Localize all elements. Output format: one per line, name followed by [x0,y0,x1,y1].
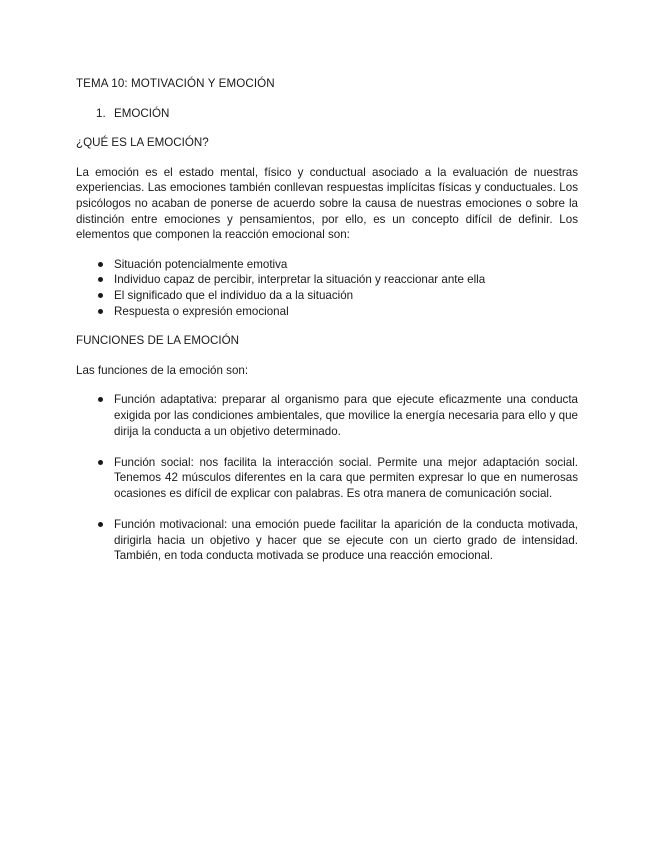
bullet-icon [98,522,103,527]
bullet-icon [98,262,103,267]
list-item-text: Respuesta o expresión emocional [114,304,289,318]
intro-paragraph: La emoción es el estado mental, físico y conductual asociado a la evaluación de nuestras experiencias. Las emociones también conllevan respuestas implícitas físicas y conductuales. Los psicólogos no acaban de ponerse de acuerdo sobre la causa de nuestras emociones o sobre la distinción entre emociones y pensamientos, por ello, es un concepto difícil de definir. Los elementos que componen la reacción emocional son: [76,165,578,242]
bullet-icon [98,293,103,298]
list-item-text: Individuo capaz de percibir, interpretar la situación y reaccionar ante ella [114,273,486,287]
section-label: EMOCIÓN [114,106,170,120]
list-item [98,392,578,439]
list-item [98,304,578,320]
list-item-text: Función social: nos facilita la interacción social. Permite una mejor adaptación social. Tenemos 42 músculos diferentes en la cara que permiten expresar lo que en numerosas ocasiones es difícil de explicar con palabras. Es otra manera de comunicación social. [114,455,578,500]
elements-list [76,257,578,319]
document-content [76,76,578,578]
bullet-icon [98,460,103,465]
list-item [98,517,578,564]
functions-list [76,392,578,564]
bullet-icon [98,397,103,402]
functions-heading: FUNCIONES DE LA EMOCIÓN [76,334,239,348]
list-item-text: Función motivacional: una emoción puede facilitar la aparición de la conducta motivada, dirigirla hacia un objetivo y hacer que se ejecute con un cierto grado de intensidad. También, en toda conducta motivada se produce una reacción emocional. [114,518,578,563]
list-item-text: Función adaptativa: preparar al organismo para que ejecute eficazmente una conducta exigida por las condiciones ambientales, que movilice la energía necesaria para ello y que dirija la conducta a un objetivo determinado. [114,393,578,438]
document-title: TEMA 10: MOTIVACIÓN Y EMOCIÓN [76,77,275,90]
question-heading: ¿QUÉ ES LA EMOCIÓN? [76,136,209,150]
bullet-icon [98,309,103,314]
list-item [98,455,578,502]
list-item-text: El significado que el individuo da a la situación [114,288,354,302]
list-item [98,288,578,304]
functions-intro: Las funciones de la emoción son: [76,363,249,377]
list-item [98,272,578,288]
list-item-text: Situación potencialmente emotiva [114,257,288,271]
bullet-icon [98,277,103,282]
section-number: 1. [96,106,106,120]
list-item [98,257,578,273]
section-heading [76,106,578,122]
